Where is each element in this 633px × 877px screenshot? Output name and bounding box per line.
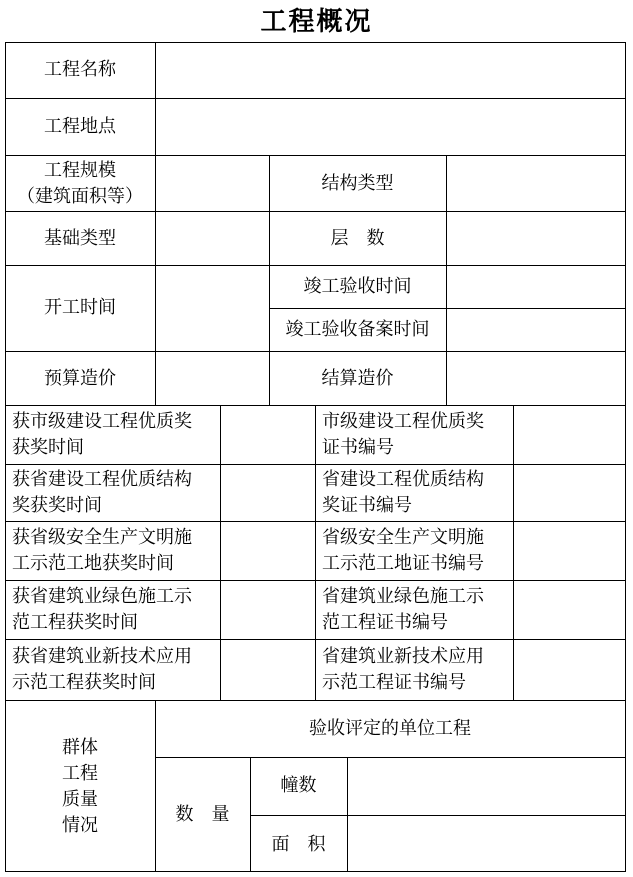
table-border-bottom — [5, 871, 626, 872]
value-prov-safety-award-time[interactable] — [221, 522, 315, 580]
value-settlement-cost[interactable] — [447, 352, 625, 405]
value-completion-filing-time[interactable] — [447, 309, 625, 351]
label-prov-structure-award-cert: 省建设工程优质结构 奖证书编号 — [322, 469, 484, 516]
label-settlement-cost: 结算造价 — [321, 368, 394, 389]
value-building-count[interactable] — [348, 758, 625, 815]
label-floors: 层 数 — [330, 228, 385, 249]
label-quantity: 数 量 — [175, 804, 230, 825]
value-floors[interactable] — [447, 212, 625, 265]
label-start-time: 开工时间 — [44, 297, 116, 318]
value-prov-structure-award-cert[interactable] — [514, 465, 625, 521]
value-start-time[interactable] — [156, 266, 269, 351]
label-budget-cost: 预算造价 — [44, 368, 116, 389]
label-prov-newtech-award-time: 获省建筑业新技术应用 示范工程获奖时间 — [12, 646, 192, 693]
value-budget-cost[interactable] — [156, 352, 269, 405]
label-completion-filing-time: 竣工验收备案时间 — [285, 319, 430, 340]
value-prov-green-award-cert[interactable] — [514, 581, 625, 639]
label-unit-acceptance: 验收评定的单位工程 — [309, 718, 471, 739]
value-prov-safety-award-cert[interactable] — [514, 522, 625, 580]
value-prov-structure-award-time[interactable] — [221, 465, 315, 521]
label-prov-newtech-award-cert: 省建筑业新技术应用 示范工程证书编号 — [322, 646, 484, 693]
value-project-location[interactable] — [156, 99, 625, 155]
label-group-quality: 群体 工程 质量 情况 — [62, 737, 98, 836]
label-prov-safety-award-cert: 省级安全生产文明施 工示范工地证书编号 — [322, 527, 484, 574]
label-city-award-time: 获市级建设工程优质奖 获奖时间 — [12, 411, 192, 458]
value-prov-newtech-award-cert[interactable] — [514, 640, 625, 700]
table-border-right — [625, 42, 626, 872]
value-project-scale[interactable] — [156, 156, 269, 211]
value-city-award-cert[interactable] — [514, 406, 625, 464]
value-prov-newtech-award-time[interactable] — [221, 640, 315, 700]
value-prov-green-award-time[interactable] — [221, 581, 315, 639]
label-prov-structure-award-time: 获省建设工程优质结构 奖获奖时间 — [12, 469, 192, 516]
label-project-scale: 工程规模 （建筑面积等） — [17, 160, 143, 207]
value-foundation-type[interactable] — [156, 212, 269, 265]
label-prov-safety-award-time: 获省级安全生产文明施 工示范工地获奖时间 — [12, 527, 192, 574]
label-structure-type: 结构类型 — [321, 173, 394, 194]
value-project-name[interactable] — [156, 43, 625, 98]
page-title: 工程概况 — [260, 7, 373, 37]
label-prov-green-award-time: 获省建筑业绿色施工示 范工程获奖时间 — [12, 586, 192, 633]
label-completion-acceptance-time: 竣工验收时间 — [303, 276, 412, 297]
value-completion-acceptance-time[interactable] — [447, 266, 625, 308]
label-city-award-cert: 市级建设工程优质奖 证书编号 — [322, 411, 484, 458]
value-structure-type[interactable] — [447, 156, 625, 211]
label-prov-green-award-cert: 省建筑业绿色施工示 范工程证书编号 — [322, 586, 484, 633]
column-divider — [315, 405, 316, 701]
value-area[interactable] — [348, 816, 625, 871]
label-project-location: 工程地点 — [44, 116, 116, 137]
label-building-count: 幢数 — [280, 775, 317, 796]
label-area: 面 积 — [271, 834, 326, 855]
label-foundation-type: 基础类型 — [44, 228, 116, 249]
value-city-award-time[interactable] — [221, 406, 315, 464]
label-project-name: 工程名称 — [44, 59, 116, 80]
